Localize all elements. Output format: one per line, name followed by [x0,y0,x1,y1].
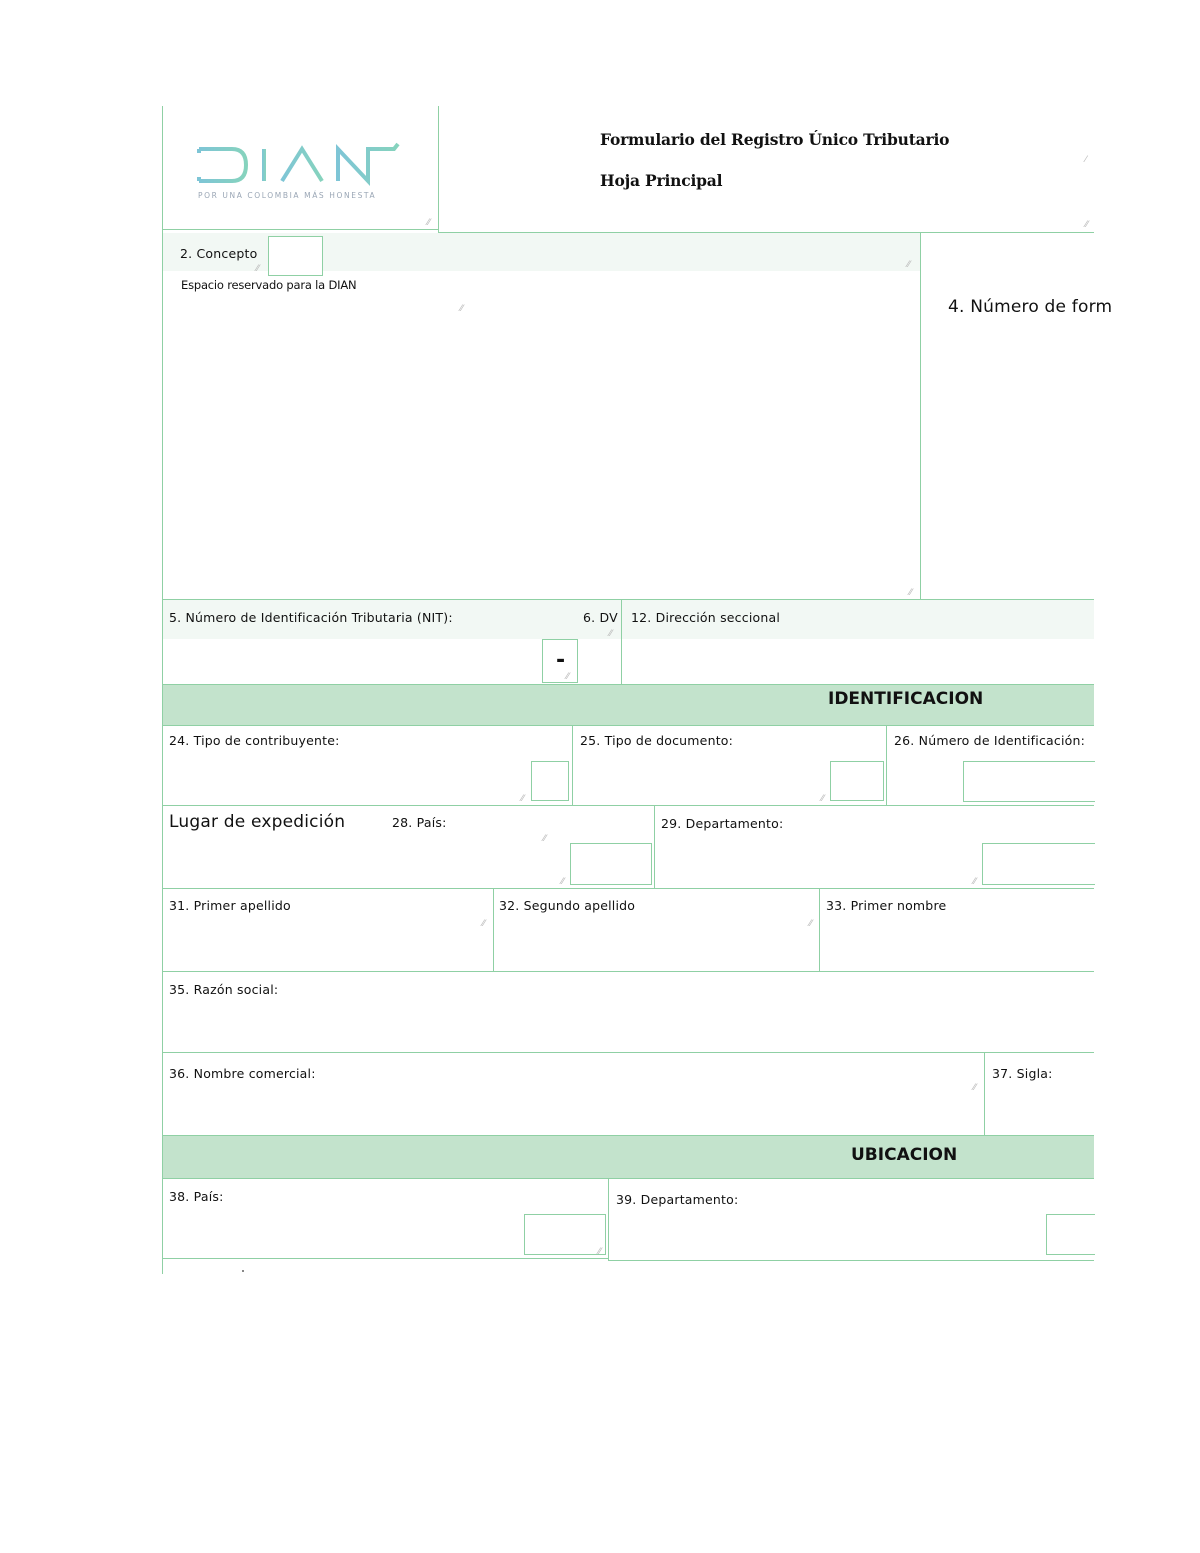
header-bottom-left [163,229,439,230]
row38-top [163,1178,1094,1179]
row31-div2 [819,888,820,971]
direccion-seccional-label: 12. Dirección seccional [631,610,780,625]
resize-grip-icon: ⁄⁄ [973,877,977,887]
resize-grip-icon: ⁄⁄ [561,877,565,887]
sigla-label: 37. Sigla: [992,1066,1053,1081]
tipo-documento-input[interactable] [830,761,884,801]
departamento-expedicion-input[interactable] [982,843,1095,885]
resize-grip-icon: ⁄⁄ [482,919,486,929]
dv-label: 6. DV [583,610,618,625]
departamento-expedicion-label: 29. Departamento: [661,816,784,831]
row28-div1 [654,805,655,888]
row38-bottom-left [163,1258,609,1259]
primer-apellido-label: 31. Primer apellido [169,898,291,913]
resize-grip-icon: ⁄⁄ [909,588,913,598]
primer-nombre-label: 33. Primer nombre [826,898,947,913]
dian-logo-tagline: POR UNA COLOMBIA MÁS HONESTA [198,191,377,200]
resize-grip-icon: ⁄⁄ [598,1247,602,1257]
primer-nombre-input[interactable] [821,918,1093,968]
resize-grip-icon: ⁄⁄ [907,260,911,270]
nit-label: 5. Número de Identificación Tributaria (NIT): [169,610,453,625]
dv-input[interactable] [580,640,620,683]
sigla-input[interactable] [986,1086,1093,1134]
tipo-contribuyente-input[interactable] [531,761,569,801]
espacio-dian-label: Espacio reservado para la DIAN [181,278,357,292]
form-title: Formulario del Registro Único Tributario [600,130,950,149]
departamento-ubicacion-input[interactable] [1046,1214,1095,1255]
tipo-contribuyente-label: 24. Tipo de contribuyente: [169,733,340,748]
nit-row-top [163,599,1094,600]
row36-div1 [984,1052,985,1136]
razon-social-label: 35. Razón social: [169,982,279,997]
resize-grip-icon: ⁄⁄ [460,304,464,314]
nit-input[interactable] [164,640,540,683]
row24-div1 [572,725,573,805]
dian-logo [196,140,406,204]
resize-grip-icon: ⁄⁄ [973,1083,977,1093]
lugar-expedicion-label: Lugar de expedición [169,812,346,832]
nombre-comercial-input[interactable] [164,1086,982,1134]
row24-bottom [163,805,1094,806]
nombre-comercial-label: 36. Nombre comercial: [169,1066,316,1081]
form-subtitle: Hoja Principal [600,171,723,190]
row35-bottom [163,1052,1094,1053]
numero-formulario-label: 4. Número de form [948,297,1113,317]
row38-bottom-right [608,1260,1094,1261]
primer-apellido-input[interactable] [164,918,491,968]
segundo-apellido-label: 32. Segundo apellido [499,898,636,913]
resize-grip-icon: ⁄⁄ [809,919,813,929]
numero-identificacion-input[interactable] [963,761,1095,802]
pais-ubicacion-label: 38. País: [169,1189,224,1204]
dv-divider [621,599,622,684]
nit-row-bottom [163,684,1094,685]
row31-bottom [163,971,1094,972]
resize-grip-icon: ⁄⁄ [566,672,570,682]
pais-ubicacion-input[interactable] [524,1214,606,1255]
concepto-right-border [920,233,921,599]
row28-bottom [163,888,1094,889]
row24-div2 [886,725,887,805]
resize-grip-icon: ⁄⁄ [821,794,825,804]
header-bottom [438,232,1094,233]
resize-grip-icon: ⁄⁄ [427,218,431,228]
cut-off-marker [242,1270,244,1272]
row36-bottom [163,1135,1094,1136]
numero-identificacion-label: 26. Número de Identificación: [894,733,1086,748]
pais-expedicion-input[interactable] [570,843,652,885]
header-divider [438,106,439,232]
resize-grip-icon: ⁄ [1085,155,1087,165]
concepto-input[interactable] [268,236,323,276]
section-identificacion-title: IDENTIFICACION [828,689,984,709]
resize-grip-icon: ⁄⁄ [609,629,613,639]
row38-div1 [608,1178,609,1260]
departamento-ubicacion-label: 39. Departamento: [616,1192,739,1207]
row31-div1 [493,888,494,971]
resize-grip-icon: ⁄⁄ [256,264,260,274]
resize-grip-icon: ⁄⁄ [521,794,525,804]
resize-grip-icon: ⁄⁄ [1085,220,1089,230]
concepto-label: 2. Concepto [180,246,258,261]
razon-social-input[interactable] [164,1002,1093,1050]
pais-expedicion-label: 28. País: [392,815,447,830]
tipo-documento-label: 25. Tipo de documento: [580,733,734,748]
nit-dv-separator: - [556,648,566,673]
section-ubicacion-title: UBICACION [851,1145,958,1165]
row24-top [163,725,1094,726]
resize-grip-icon: ⁄⁄ [543,834,547,844]
form-left-border [162,106,163,1274]
segundo-apellido-input[interactable] [495,918,817,968]
